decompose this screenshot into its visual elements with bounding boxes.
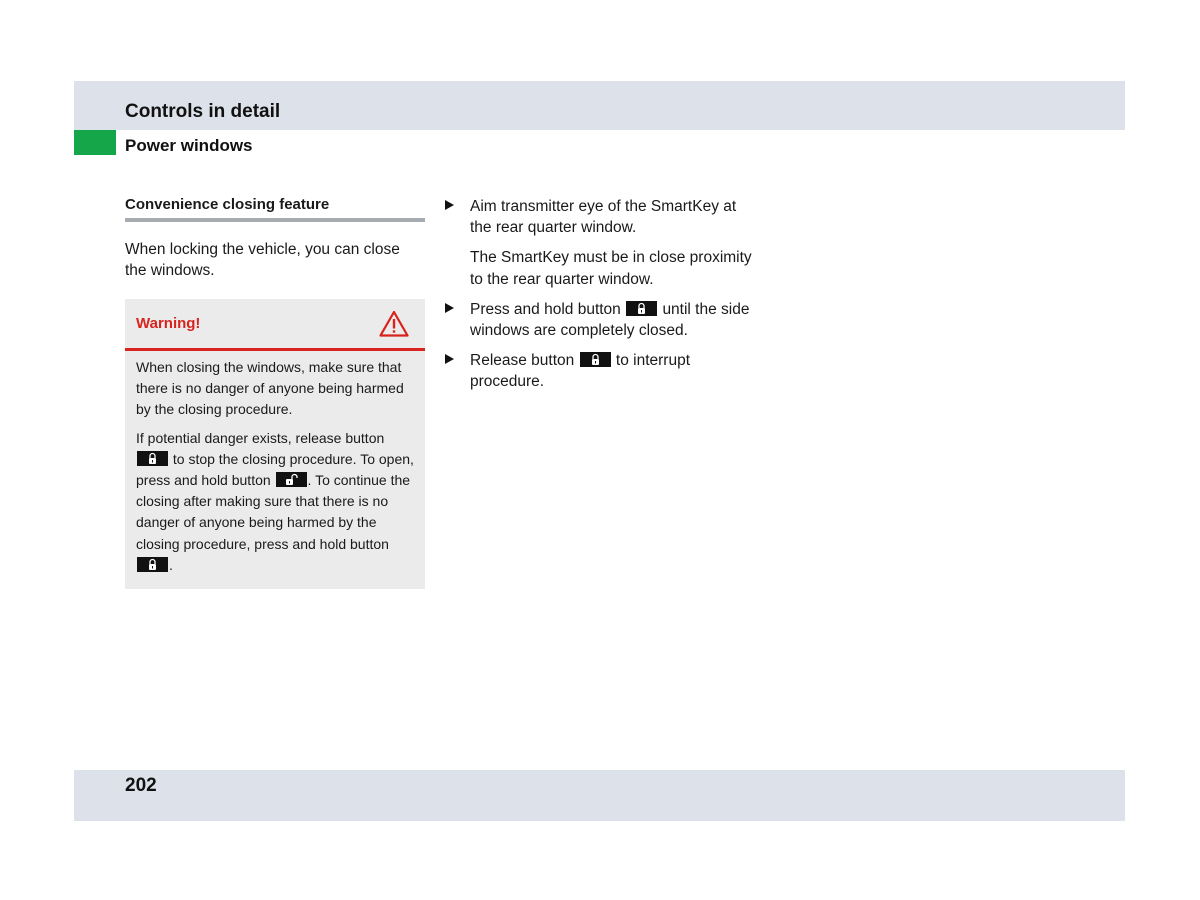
warning-paragraph: When closing the windows, make sure that there is no danger of anyone being harmed by the closing procedure.: [136, 359, 404, 418]
lock-key-icon: [626, 301, 657, 316]
footer-band: [74, 770, 1125, 821]
right-column: [445, 196, 755, 402]
warning-text: to stop the closing procedure. To open, press and hold button: [136, 450, 414, 489]
step-text: Press and hold button: [470, 300, 621, 318]
warning-text: .: [169, 556, 173, 573]
instruction-step: [445, 299, 755, 341]
warning-header: [125, 299, 425, 351]
section-title: Power windows: [125, 136, 253, 155]
lock-key-icon: [137, 451, 168, 466]
warning-paragraph: [136, 428, 414, 576]
step-text: until the side windows are completely closed.: [470, 300, 750, 340]
unlock-key-icon: [276, 472, 307, 487]
step-text: Aim transmitter eye of the SmartKey at the rear quarter window.: [470, 198, 737, 237]
subsection-heading: Convenience closing feature: [125, 196, 425, 222]
bullet-arrow-icon: [445, 200, 454, 210]
step-text: to interrupt procedure.: [470, 352, 691, 391]
warning-triangle-icon: [379, 310, 409, 337]
lock-key-icon: [137, 557, 168, 572]
instruction-step: [445, 350, 755, 392]
bullet-arrow-icon: [445, 303, 454, 313]
warning-box: [125, 299, 425, 589]
step-note: The SmartKey must be in close proximity to the rear quarter window.: [470, 249, 752, 288]
instruction-step: [445, 196, 755, 238]
page-number: 202: [125, 775, 157, 796]
warning-text: . To continue the closing after making sure that there is no danger of anyone being harmed by the closing procedure, press and hold button: [136, 472, 411, 552]
bullet-arrow-icon: [445, 354, 454, 364]
left-column: [125, 196, 425, 589]
intro-paragraph: When locking the vehicle, you can close the windows.: [125, 241, 400, 279]
warning-title: Warning!: [136, 315, 201, 332]
warning-body: [125, 351, 425, 589]
lock-key-icon: [580, 352, 611, 367]
chapter-title: Controls in detail: [125, 101, 281, 122]
step-text: Release button: [470, 352, 575, 370]
warning-text: If potential danger exists, release button: [136, 429, 385, 446]
section-color-tab: [74, 130, 116, 155]
